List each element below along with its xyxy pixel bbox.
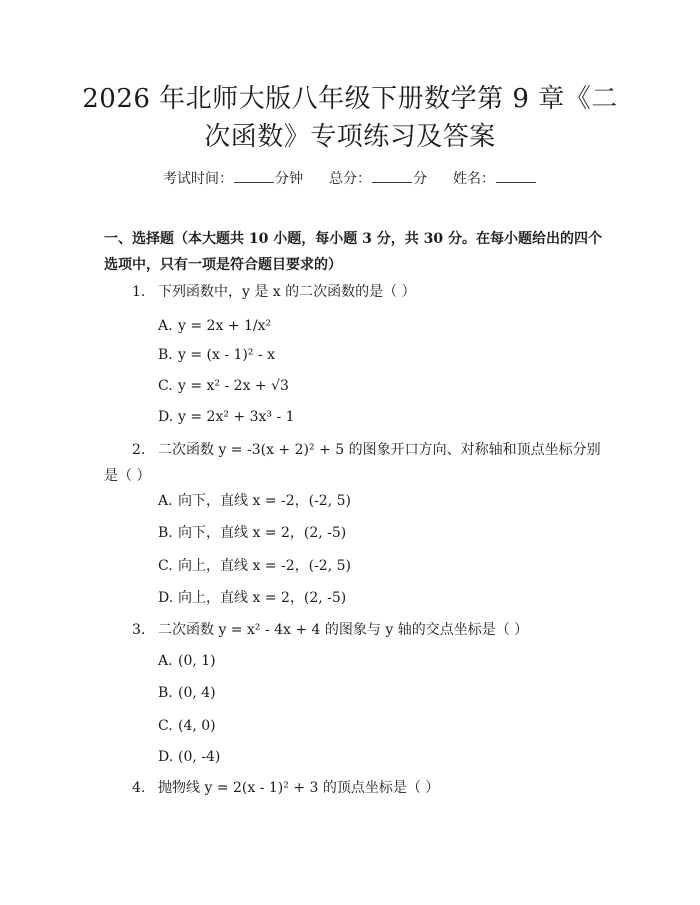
score-unit: 分 — [413, 171, 427, 187]
exam-title-line2: 次函数》专项练习及答案 — [204, 122, 496, 152]
option-1d — [158, 407, 295, 427]
option-text: 向下，直线 x = 2，(2, -5) — [178, 525, 347, 541]
option-label: A. — [158, 318, 173, 334]
option-label: C. — [158, 718, 173, 734]
option-text: y = 2x + 1/x² — [178, 318, 272, 334]
option-2a — [158, 491, 351, 511]
exam-title — [60, 80, 640, 156]
option-3d — [158, 747, 220, 767]
option-1c — [158, 376, 289, 396]
option-text: (0, 1) — [178, 653, 216, 669]
exam-info-row — [0, 168, 700, 188]
option-text: 向上，直线 x = 2，(2, -5) — [178, 590, 347, 606]
question-3 — [104, 617, 604, 643]
option-text: y = (x - 1)² - x — [178, 347, 276, 363]
option-2d — [158, 588, 346, 608]
question-number: 4. — [132, 780, 146, 796]
question-number: 3. — [132, 622, 146, 638]
question-text: 下列函数中，y 是 x 的二次函数的是（ ） — [158, 284, 416, 300]
option-label: D. — [158, 590, 174, 606]
question-text: 抛物线 y = 2(x - 1)² + 3 的顶点坐标是（ ） — [158, 780, 440, 796]
question-number: 1. — [132, 284, 146, 300]
time-blank[interactable] — [234, 170, 274, 183]
question-1 — [104, 279, 604, 305]
option-text: (0, -4) — [178, 749, 221, 765]
option-label: D. — [158, 409, 174, 425]
option-label: C. — [158, 558, 173, 574]
option-label: A. — [158, 653, 173, 669]
option-1a — [158, 316, 271, 336]
option-3a — [158, 651, 216, 671]
option-label: B. — [158, 347, 173, 363]
option-text: 向下，直线 x = -2，(-2, 5) — [178, 493, 351, 509]
exam-title-line1: 2026 年北师大版八年级下册数学第 9 章《二 — [82, 84, 618, 114]
question-text: 二次函数 y = x² - 4x + 4 的图象与 y 轴的交点坐标是（ ） — [158, 622, 529, 638]
question-text: 二次函数 y = -3(x + 2)² + 5 的图象开口方向、对称轴和顶点坐标分别是（ ） — [104, 442, 601, 484]
option-label: A. — [158, 493, 173, 509]
option-2c — [158, 556, 351, 576]
score-blank[interactable] — [372, 170, 412, 183]
option-3c — [158, 716, 216, 736]
option-text: (4, 0) — [178, 718, 216, 734]
question-number: 2. — [132, 442, 146, 458]
option-label: B. — [158, 525, 173, 541]
time-unit: 分钟 — [275, 171, 303, 187]
score-label: 总分： — [329, 171, 371, 187]
section-heading: 一、选择题（本大题共 10 小题，每小题 3 分，共 30 分。在每小题给出的四个选项中，只有一项是符合题目要求的） — [104, 231, 602, 273]
option-2b — [158, 523, 346, 543]
option-label: D. — [158, 749, 174, 765]
name-label: 姓名： — [453, 171, 495, 187]
time-label: 考试时间： — [163, 171, 233, 187]
option-text: (0, 4) — [178, 685, 216, 701]
option-text: y = x² - 2x + √3 — [178, 378, 289, 394]
name-blank[interactable] — [496, 170, 536, 183]
question-4 — [104, 775, 604, 801]
option-text: y = 2x² + 3x³ - 1 — [178, 409, 295, 425]
option-label: B. — [158, 685, 173, 701]
option-3b — [158, 683, 216, 703]
option-label: C. — [158, 378, 173, 394]
option-text: 向上，直线 x = -2，(-2, 5) — [178, 558, 351, 574]
question-2 — [104, 437, 604, 489]
option-1b — [158, 345, 275, 365]
